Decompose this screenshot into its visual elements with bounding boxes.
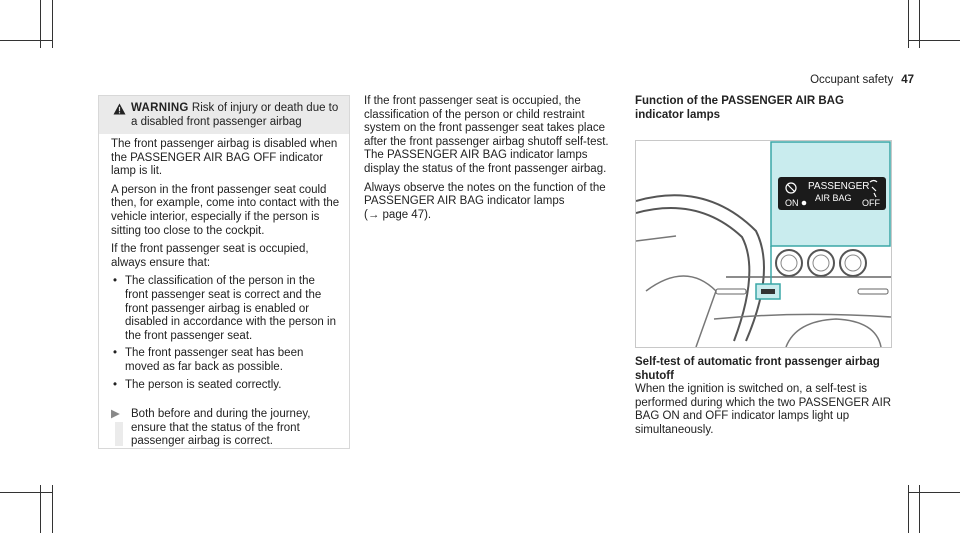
- dashboard-figure: [635, 140, 892, 348]
- crop-mark: [908, 492, 960, 493]
- dashboard-illustration: [636, 141, 891, 347]
- body-paragraph: If the front passenger seat is occupied, the classification of the person or child restraint system on the front passenger seat takes place after the front passenger airbag shutoff self-test. The PASSENGER AIR BAG indicator lamps display the status of the front passenger airbag.: [364, 95, 609, 175]
- body-text: Always observe the notes on the function of the PASSENGER AIR BAG indicator lamps: [364, 181, 606, 208]
- page-reference-link[interactable]: (→ page 47).: [364, 208, 432, 221]
- lamp-airbag-label: AIR BAG: [815, 193, 852, 203]
- right-column: [635, 95, 895, 122]
- warning-title-rest: Risk of injury or death due to: [191, 102, 339, 114]
- warning-paragraph: If the front passenger seat is occupied, always ensure that:: [111, 243, 309, 269]
- warning-box: [98, 95, 350, 449]
- warning-header: [99, 96, 349, 134]
- list-item: • The front passenger seat has been moved as far back as possible.: [111, 347, 341, 374]
- self-test-section: [635, 356, 895, 438]
- page-number: 47: [901, 74, 914, 86]
- play-arrow-icon: ▶: [111, 408, 120, 421]
- lamp-off-label: OFF: [862, 198, 880, 208]
- crop-mark: [908, 0, 909, 48]
- lamp-on-label: ON: [785, 198, 799, 208]
- tip-note: [111, 408, 341, 449]
- warning-triangle-icon: [113, 103, 126, 115]
- tip-bar: [115, 422, 123, 446]
- warning-list: [111, 275, 341, 392]
- crop-mark: [0, 40, 52, 41]
- section-title: Occupant safety: [810, 74, 894, 86]
- running-header: [810, 74, 914, 88]
- crop-mark: [52, 0, 53, 48]
- crop-mark: [908, 485, 909, 533]
- section-heading: Self-test of automatic front passenger airbag shutoff: [635, 356, 880, 382]
- warning-title: WARNING: [131, 102, 189, 114]
- crop-mark: [908, 40, 960, 41]
- warning-subtitle: a disabled front passenger airbag: [131, 115, 302, 128]
- list-item: • The person is seated correctly.: [111, 379, 341, 393]
- tip-text: Both before and during the journey, ensure that the status of the front passenger airbag is correct.: [131, 408, 311, 448]
- crop-mark: [52, 485, 53, 533]
- section-heading: Function of the PASSENGER AIR BAG indicator lamps: [635, 95, 844, 121]
- lamp-passenger-label: PASSENGER: [808, 181, 870, 192]
- middle-column: [364, 95, 624, 227]
- warning-paragraph: A person in the front passenger seat could then, for example, come into contact with the vehicle interior, especially if the person is sitting too close to the cockpit.: [111, 183, 340, 237]
- list-item: • The classification of the person in the front passenger seat is correct and the front passenger airbag is enabled or disabled in accordance with the person in the front passenger seat.: [111, 275, 341, 343]
- body-paragraph: [364, 182, 624, 223]
- warning-paragraph: The front passenger airbag is disabled when the PASSENGER AIR BAG OFF indicator lamp is lit.: [111, 138, 338, 178]
- body-paragraph: When the ignition is switched on, a self-test is performed during which the two PASSENGER AIR BAG ON and OFF indicator lamps light up simultaneously.: [635, 383, 892, 436]
- crop-mark: [0, 492, 52, 493]
